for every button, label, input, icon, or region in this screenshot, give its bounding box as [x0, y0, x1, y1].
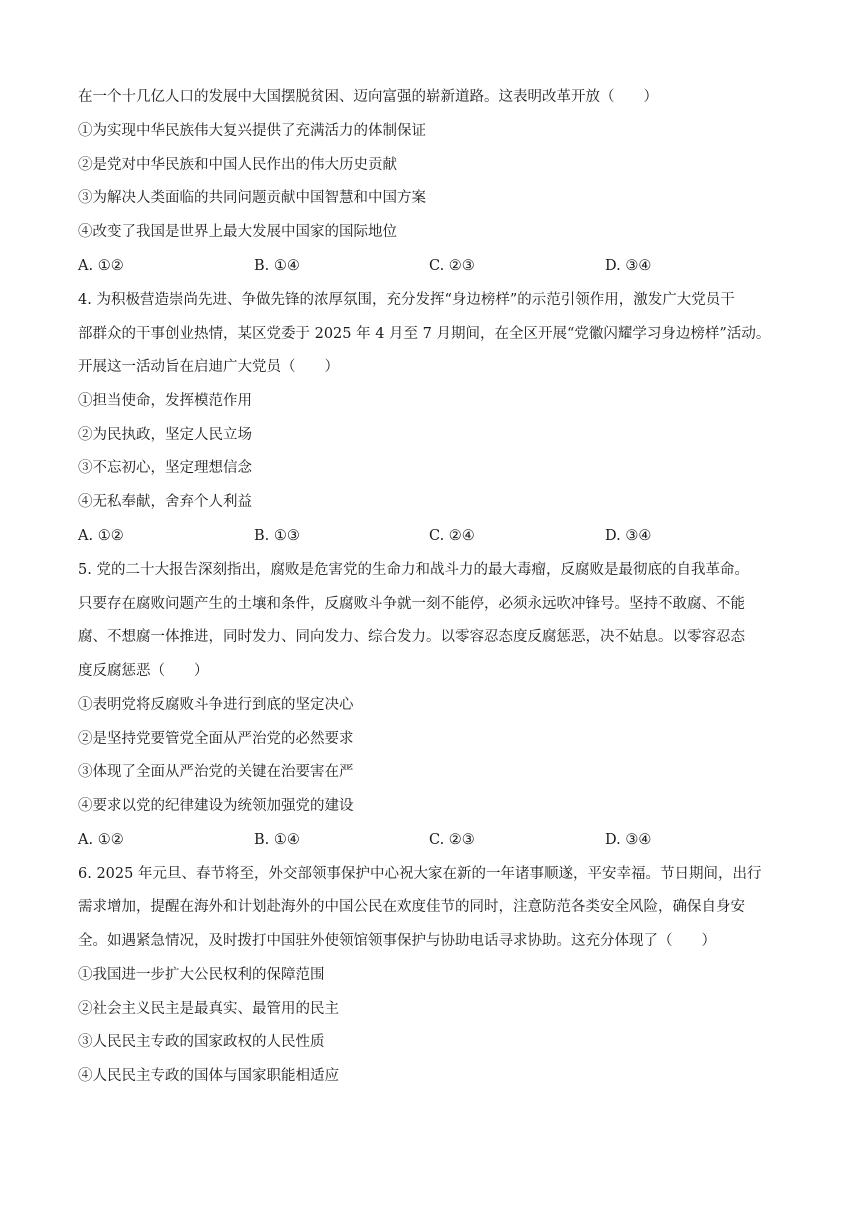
q6-item-1: ①我国进一步扩大公民权利的保障范围: [78, 967, 325, 983]
q3-item-3: ③为解决人类面临的共同问题贡献中国智慧和中国方案: [78, 190, 426, 206]
q5-stem-line-3: 腐、不想腐一体推进，同时发力、同向发力、综合发力。以零容忍态度反腐惩恶，决不姑息。以零容忍态: [78, 629, 745, 645]
q5-item-3: ③体现了全面从严治党的关键在治要害在严: [78, 764, 354, 780]
q3-item-4: ④改变了我国是世界上最大发展中国家的国际地位: [78, 224, 397, 240]
q5-option-d: D. ③④: [605, 832, 652, 848]
q5-option-a: A. ①②: [78, 832, 124, 848]
q4-option-c: C. ②④: [429, 528, 475, 544]
q5-option-b: B. ①④: [254, 832, 300, 848]
q4-option-d: D. ③④: [605, 528, 652, 544]
q5-item-4: ④要求以党的纪律建设为统领加强党的建设: [78, 798, 354, 814]
q6-stem-line-2: 需求增加，提醒在海外和计划赴海外的中国公民在欢度佳节的同时，注意防范各类安全风险，确保自身安: [78, 899, 745, 915]
q6-item-4: ④人民民主专政的国体与国家职能相适应: [78, 1068, 339, 1084]
q3-item-1: ①为实现中华民族伟大复兴提供了充满活力的体制保证: [78, 123, 426, 139]
q4-option-a: A. ①②: [78, 528, 124, 544]
q5-item-2: ②是坚持党要管党全面从严治党的必然要求: [78, 731, 354, 747]
q4-option-b: B. ①③: [254, 528, 300, 544]
q3-option-a: A. ①②: [78, 258, 124, 274]
q5-stem-line-4: 度反腐惩恶（ ）: [78, 663, 209, 679]
q6-stem-line-1: 6. 2025 年元旦、春节将至，外交部领事保护中心祝大家在新的一年诸事顺遂，平安幸福。节日期间，出行: [78, 866, 762, 882]
q4-item-2: ②为民执政，坚定人民立场: [78, 427, 252, 443]
q3-stem-line: 在一个十几亿人口的发展中大国摆脱贫困、迈向富强的崭新道路。这表明改革开放（ ）: [78, 89, 658, 105]
q4-stem-line-3: 开展这一活动旨在启迪广大党员（ ）: [78, 359, 339, 375]
q3-option-d: D. ③④: [605, 258, 652, 274]
q5-stem-line-1: 5. 党的二十大报告深刻指出，腐败是危害党的生命力和战斗力的最大毒瘤，反腐败是最彻底的自我革命。: [78, 562, 749, 578]
q5-option-c: C. ②③: [429, 832, 475, 848]
q6-item-2: ②社会主义民主是最真实、最管用的民主: [78, 1001, 339, 1017]
q4-item-3: ③不忘初心，坚定理想信念: [78, 460, 252, 476]
q6-item-3: ③人民民主专政的国家政权的人民性质: [78, 1034, 325, 1050]
q5-item-1: ①表明党将反腐败斗争进行到底的坚定决心: [78, 697, 354, 713]
q4-stem-line-1: 4. 为积极营造崇尚先进、争做先锋的浓厚氛围，充分发挥“身边榜样”的示范引领作用，激发广大党员干: [78, 292, 735, 308]
q3-item-2: ②是党对中华民族和中国人民作出的伟大历史贡献: [78, 157, 397, 173]
q6-stem-line-3: 全。如遇紧急情况，及时拨打中国驻外使领馆领事保护与协助电话寻求协助。这充分体现了（ ）: [78, 933, 716, 949]
q4-item-4: ④无私奉献，舍弃个人利益: [78, 494, 252, 510]
q4-stem-line-2: 部群众的干事创业热情，某区党委于 2025 年 4 月至 7 月期间，在全区开展“党徽闪耀学习身边榜样”活动。: [78, 326, 771, 342]
q3-option-c: C. ②③: [429, 258, 475, 274]
q5-stem-line-2: 只要存在腐败问题产生的土壤和条件，反腐败斗争就一刻不能停，必须永远吹冲锋号。坚持不敢腐、不能: [78, 596, 745, 612]
q3-option-b: B. ①④: [254, 258, 300, 274]
q4-item-1: ①担当使命，发挥模范作用: [78, 393, 252, 409]
